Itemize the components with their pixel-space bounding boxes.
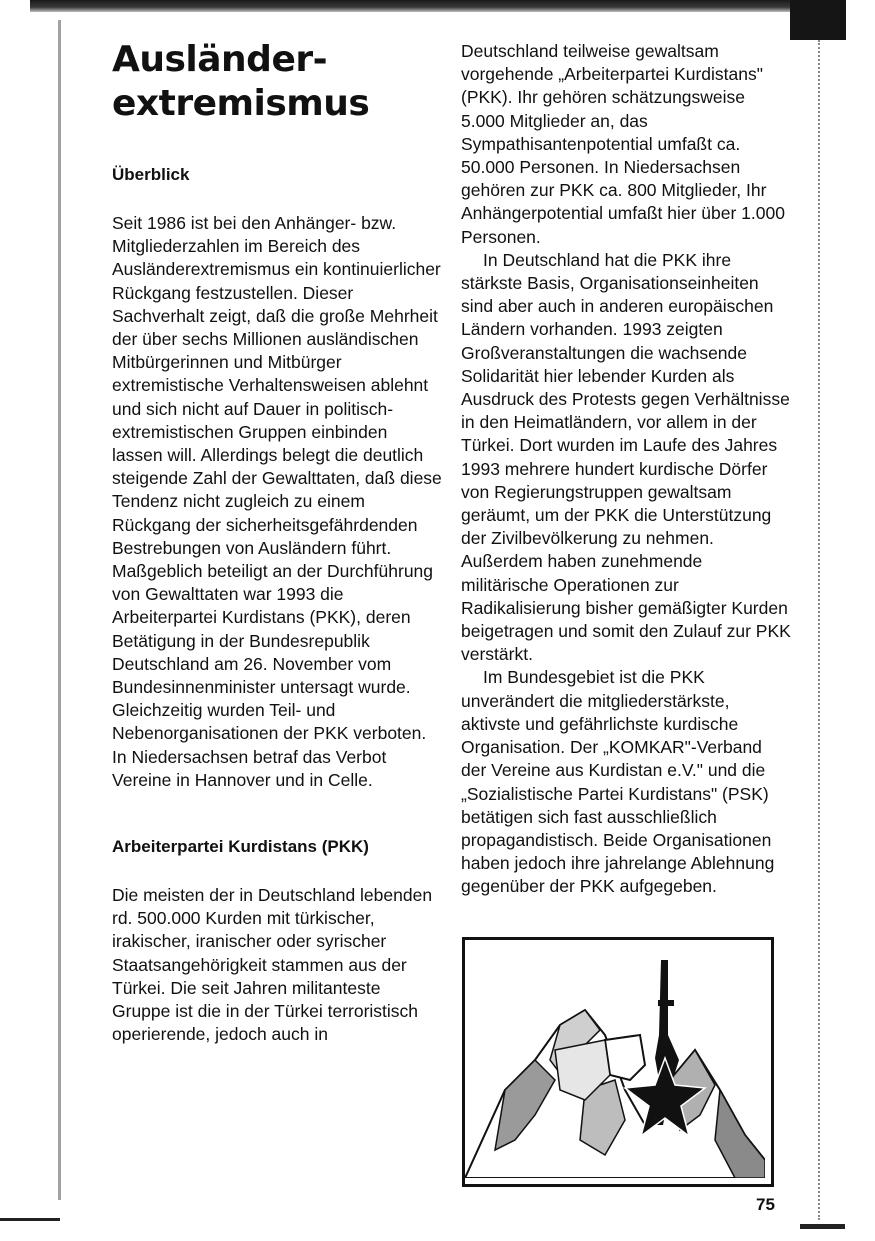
mountain-rifle-star-icon <box>465 940 765 1178</box>
rifle-sight <box>658 1000 674 1006</box>
page-title <box>112 38 442 126</box>
scan-corner-top-right <box>790 0 846 40</box>
scan-edge-right <box>818 40 820 1220</box>
page-number: 75 <box>756 1195 775 1214</box>
section-text-overview <box>112 212 442 792</box>
scan-mark-bottom-right <box>800 1224 845 1229</box>
pkk-federal-paragraph: Im Bundesgebiet ist die PKK unverändert die mitgliederstärkste, aktivste und gefährlichste kurdische Organisation. Der „KOMKAR"-Verband der Vereine aus Kurdistan e.V." und die „Sozialistische Partei Kurdistans" (PSK) betätigen sich fast ausschließlich propagandistisch. Beide Organisationen haben jedoch ihre jahrelange Ablehnung gegenüber der PKK aufgegeben. <box>461 667 775 897</box>
scan-mark-bottom-left <box>0 1218 60 1221</box>
overview-paragraph: Seit 1986 ist bei den Anhänger- bzw. Mitgliederzahlen im Bereich des Ausländerextremismus ein kontinuierlicher Rückgang festzustellen. Dieser Sachverhalt zeigt, daß die große Mehrheit der über sechs Millionen ausländischen Mitbürgerinnen und Mitbürger extremistische Verhaltensweisen ablehnt und sich nicht auf Dauer in politisch-extremistischen Gruppen einbinden lassen will. Allerdings belegt die deutlich steigende Zahl der Gewalttaten, daß diese Tendenz nicht zugleich zu einem Rückgang der sicherheitsgefährdenden Bestrebungen von Ausländern führt. Maßgeblich beteiligt an der Durchführung von Gewalttaten war 1993 die Arbeiterpartei Kurdistans (PKK), deren Betätigung in der Bundesrepublik Deutschland am 26. November vom Bundesinnenminister untersagt wurde. Gleichzeitig wurden Teil- und Nebenorganisationen der PKK verboten. In Niedersachsen betraf das Verbot Vereine in Hannover und in Celle. <box>112 213 442 790</box>
hand-shape <box>605 1035 645 1080</box>
left-column <box>112 38 442 1047</box>
scan-edge-left <box>58 20 61 1200</box>
section-heading-pkk: Arbeiterpartei Kurdistans (PKK) <box>112 837 369 857</box>
section-text-pkk <box>112 884 442 1046</box>
scan-edge-top <box>30 0 845 12</box>
pkk-paragraph-start: Die meisten der in Deutschland lebenden rd. 500.000 Kurden mit türkischer, irakischer, iranischer oder syrischer Staatsangehörigkeit stammen aus der Türkei. Die seit Jahren militanteste Gruppe ist die in der Türkei terroristisch operierende, jedoch auch in <box>112 885 433 1045</box>
title-line-2: extremismus <box>112 83 370 124</box>
right-column <box>461 40 791 899</box>
emblem-illustration <box>462 937 774 1187</box>
section-heading-overview: Überblick <box>112 165 190 184</box>
right-column-text <box>461 40 791 899</box>
title-line-1: Ausländer- <box>112 39 328 80</box>
pkk-base-paragraph: In Deutschland hat die PKK ihre stärkste Basis, Organisationseinheiten sind aber auch in anderen europäischen Ländern vorhanden. 1993 zeigten Großveranstaltungen die wachsende Solidarität hier lebender Kurden als Ausdruck des Protests gegen Verhältnisse in den Heimatländern, vor allem in der Türkei. Dort wurden im Laufe des Jahres 1993 mehrere hundert kurdische Dörfer von Regierungstruppen gewaltsam geräumt, um der PKK die Unterstützung der Zivilbevölkerung zu nehmen. Außerdem haben zunehmende militärische Operationen zur Radikalisierung bisher gemäßigter Kurden beigetragen und somit den Zulauf zur PKK verstärkt. <box>461 249 791 665</box>
pkk-paragraph-continued: Deutschland teilweise gewaltsam vorgehende „Arbeiterpartei Kurdistans" (PKK). Ihr gehören schätzungsweise 5.000 Mitglieder an, das Sympathisantenpotential umfaßt ca. 50.000 Personen. In Niedersachsen gehören zur PKK ca. 800 Mitglieder, Ihr Anhängerpotential umfaßt hier über 1.000 Personen. <box>461 41 785 247</box>
